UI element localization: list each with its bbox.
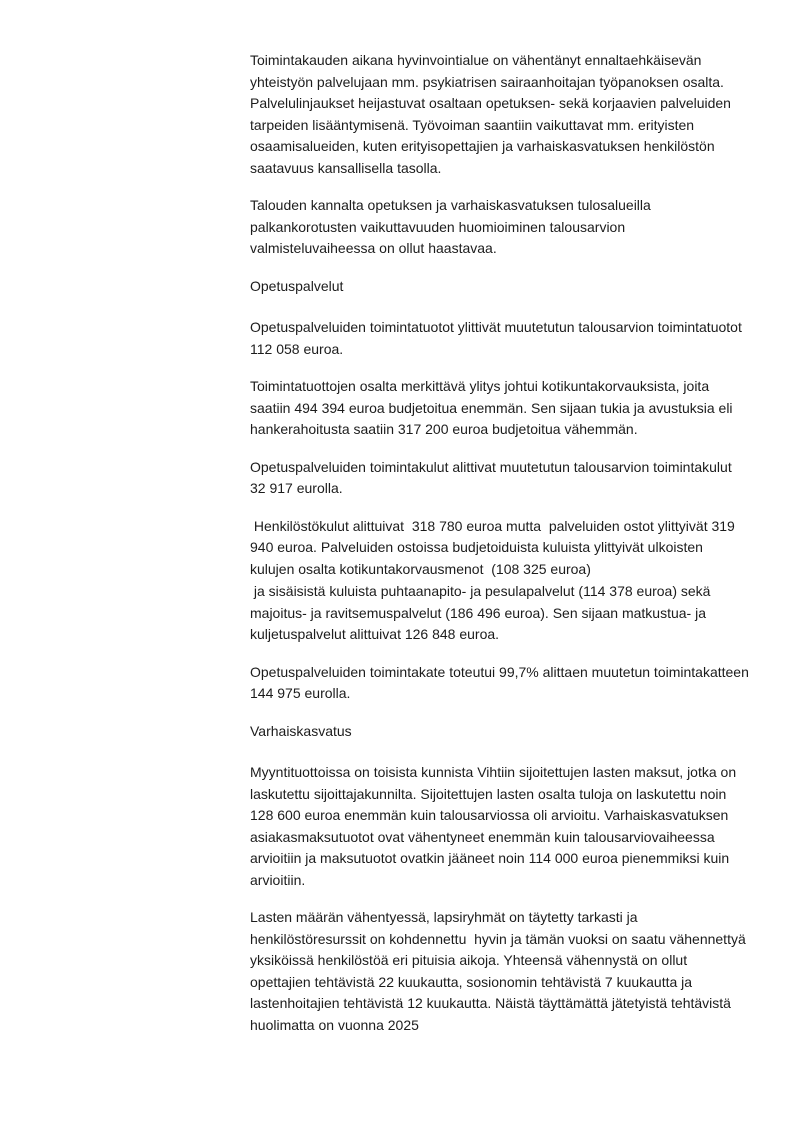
paragraph: Opetuspalveluiden toimintakulut alittivat muutetutun talousarvion toimintakulut 32 917 eurolla. (250, 458, 740, 496)
paragraph: Henkilöstökulut alittuivat 318 780 euroa mutta palveluiden ostot ylittyivät 319 940 euroa. Palveluiden ostoissa budjetoiduista kuluista ylittyivät ulkoisten kulujen osalta kotikuntakorvausmenot (108 325 euroa) (250, 517, 739, 577)
document-body (250, 50, 757, 1036)
paragraph: Opetuspalveluiden toimintakate toteutui 99,7% alittaen muutetun toimintakatteen 144 975 eurolla. (250, 663, 757, 701)
section-heading: Opetuspalvelut (250, 277, 344, 294)
paragraph: Lasten määrän vähentyessä, lapsiryhmät on täytetty tarkasti ja henkilöstöresurssit on kohdennettu hyvin ja tämän vuoksi on saatu vähennettyä yksiköissä henkilöstöä eri pituisia aikoja. Yhteensä vähennystä on ollut opettajien tehtävistä 22 kuukautta, sosionomin tehtävistä 7 kuukautta ja lastenhoitajien tehtävistä 12 kuukautta. Näistä täyttämättä jätetyistä tehtävistä huolimatta on vuonna 2025 (250, 909, 750, 1033)
paragraph: Toimintakauden aikana hyvinvointialue on vähentänyt ennaltaehkäisevän yhteistyön palvelujaan mm. psykiatrisen sairaanhoitajan työpanoksen osalta. Palvelulinjaukset heijastuvat osaltaan opetuksen- sekä korjaavien palveluiden tarpeiden lisääntymisenä. Työvoiman saantiin vaikuttavat mm. erityisten osaamisalueiden, kuten erityisopettajien ja varhaiskasvatuksen henkilöstön saatavuus kansallisella tasolla. (250, 52, 735, 176)
paragraph: Toimintatuottojen osalta merkittävä ylitys johtui kotikuntakorvauksista, joita saatiin 494 394 euroa budjetoitua enemmän. Sen sijaan tukia ja avustuksia eli hankerahoitusta saatiin 317 200 euroa budjetoitua vähemmän. (250, 378, 737, 437)
paragraph: ja sisäisistä kuluista puhtaanapito- ja pesulapalvelut (114 378 euroa) sekä majoitus- ja ravitsemuspalvelut (186 496 euroa). Sen sijaan matkustua- ja kuljetuspalvelut alittuivat 126 848 euroa. (250, 583, 715, 642)
paragraph: Talouden kannalta opetuksen ja varhaiskasvatuksen tulosalueilla palkankorotusten vaikuttavuuden huomioiminen talousarvion valmisteluvaiheessa on ollut haastavaa. (250, 197, 655, 256)
section-heading: Varhaiskasvatus (250, 722, 352, 739)
paragraph: Opetuspalveluiden toimintatuotot ylittivät muutetutun talousarvion toimintatuotot 112 058 euroa. (250, 319, 750, 357)
paragraph: Myyntituottoissa on toisista kunnista Vihtiin sijoitettujen lasten maksut, jotka on laskutettu sijoittajakunnilta. Sijoitettujen lasten osalta tuloja on laskutettu noin 128 600 euroa enemmän kuin talousarviossa oli arvioitu. Varhaiskasvatuksen asiakasmaksutuotot ovat vähentyneet enemmän kuin talousarviovaiheessa arvioitiin ja maksutuotot ovatkin jääneet noin 114 000 euroa pienemmiksi kuin arvioitiin. (250, 764, 740, 888)
